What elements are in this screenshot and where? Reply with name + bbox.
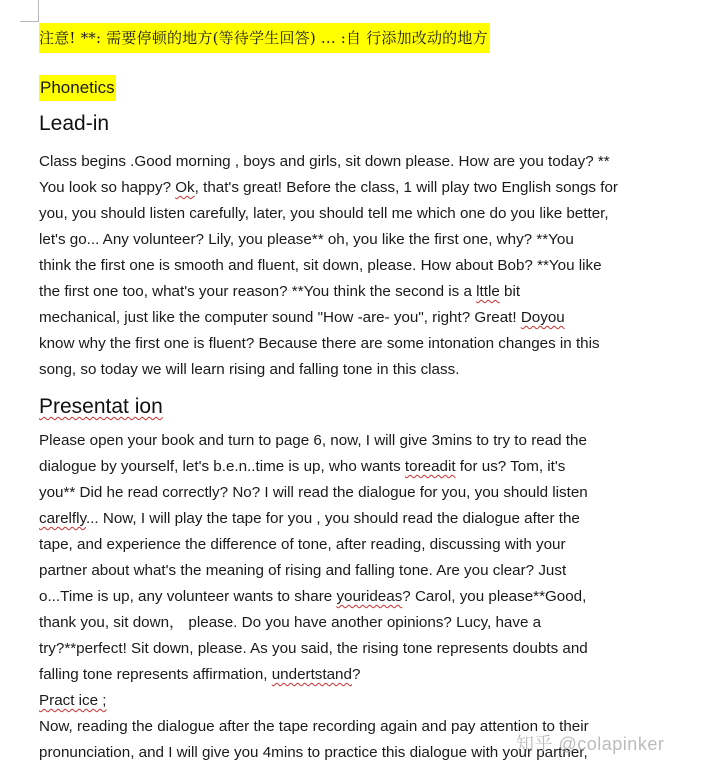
text-line: pronunciation, and I will give you 4mins to practice this dialogue with your partner, xyxy=(39,744,588,761)
text-line: partner about what's the meaning of rising and falling tone. Are you clear? Just xyxy=(39,562,567,579)
text-line: think the first one is smooth and fluent, sit down, please. How about Bob? **You like xyxy=(39,257,602,274)
text-line: know why the first one is fluent? Because there are some intonation changes in this xyxy=(39,335,600,352)
text-line: tape, and experience the difference of tone, after reading, discussing with your xyxy=(39,536,566,553)
spelling-error-word[interactable]: undertstand xyxy=(271,666,352,683)
text-line: falling tone represents affirmation, undertstand? xyxy=(39,666,361,683)
presentation-paragraph[interactable] xyxy=(39,428,679,688)
spelling-error-word[interactable]: toreadit xyxy=(404,458,456,475)
leadin-paragraph[interactable] xyxy=(39,149,679,383)
text-line: Please open your book and turn to page 6, now, I will give 3mins to try to read the xyxy=(39,432,587,449)
text-line: the first one too, what's your reason? **You think the second is a lttle bit xyxy=(39,283,521,300)
highlighted-note[interactable]: 注意! **: 需要停顿的地方(等待学生回答) ... :自 行添加改动的地方 xyxy=(39,23,490,53)
note-line xyxy=(39,20,679,53)
presentation-heading[interactable] xyxy=(39,392,679,422)
phonetics-line xyxy=(39,53,679,101)
document-body xyxy=(39,20,679,766)
crop-mark-horizontal xyxy=(20,21,39,22)
text-line: mechanical, just like the computer sound "How -are- you", right? Great! Doyou xyxy=(39,309,565,326)
spelling-error-word[interactable]: yourideas xyxy=(336,588,403,605)
leadin-heading[interactable]: Lead-in xyxy=(39,112,110,135)
crop-mark-vertical xyxy=(38,0,39,22)
spelling-error-word[interactable]: Doyou xyxy=(520,309,565,326)
text-line: dialogue by yourself, let's b.e.n..time is up, who wants toreadit for us? Tom, it's xyxy=(39,458,566,475)
text-line: you** Did he read correctly? No? I will read the dialogue for you, you should listen xyxy=(39,484,588,501)
presentation-heading-text: Presentat ion xyxy=(39,395,163,418)
phonetics-label[interactable]: Phonetics xyxy=(39,75,116,101)
text-line: o...Time is up, any volunteer wants to share yourideas? Carol, you please**Good, xyxy=(39,588,587,605)
text-line: carelfly... Now, I will play the tape for you , you should read the dialogue after the xyxy=(39,510,580,527)
spelling-error-word[interactable]: carelfly xyxy=(39,510,86,527)
text-line: you, you should listen carefully, later, you should tell me which one do you like better, xyxy=(39,205,609,222)
text-line: Class begins .Good morning , boys and girls, sit down please. How are you today? ** xyxy=(39,153,610,170)
text-line: try?**perfect! Sit down, please. As you said, the rising tone represents doubts and xyxy=(39,640,588,657)
text-line: You look so happy? Ok, that's great! Before the class, 1 will play two English songs for xyxy=(39,179,618,196)
practice-label-line[interactable] xyxy=(39,688,679,714)
zhihu-watermark: 知乎 @colapinker xyxy=(516,734,665,754)
text-line: let's go... Any volunteer? Lily, you please** oh, you like the first one, why? **You xyxy=(39,231,574,248)
text-line: Now, reading the dialogue after the tape recording again and pay attention to their xyxy=(39,718,589,735)
spelling-error-word[interactable]: Ok xyxy=(175,179,195,196)
spelling-error-word[interactable]: lttle xyxy=(476,283,500,300)
text-line: thank you, sit down， please. Do you have another opinions? Lucy, have a xyxy=(39,614,542,631)
text-line: song, so today we will learn rising and falling tone in this class. xyxy=(39,361,460,378)
practice-label: Pract ice ; xyxy=(39,692,107,709)
